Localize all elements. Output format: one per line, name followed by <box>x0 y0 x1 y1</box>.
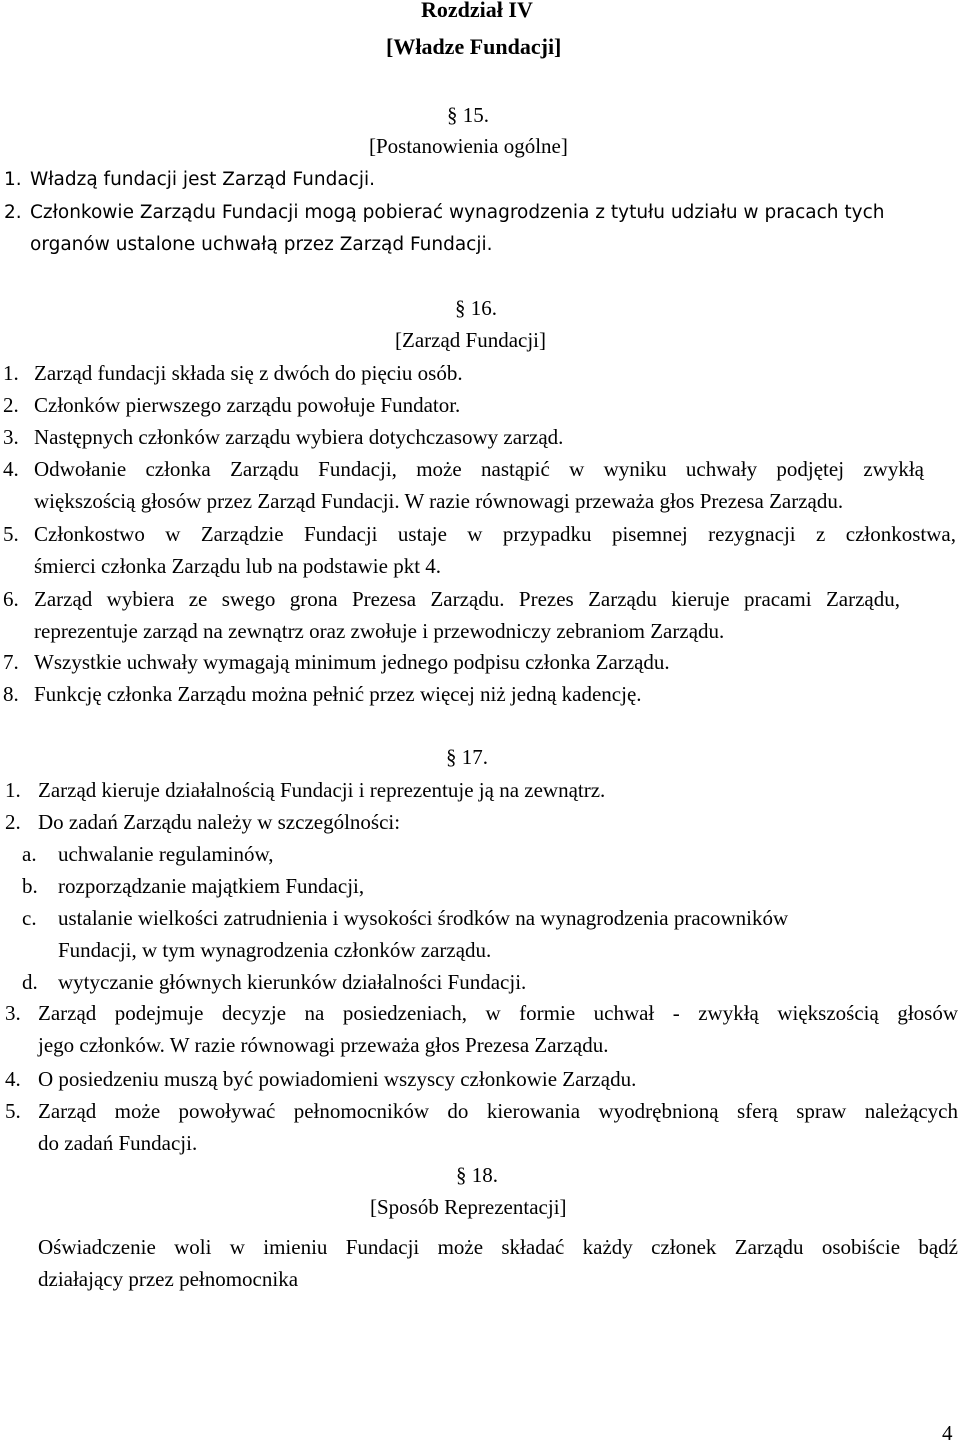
chapter-title: Rozdział IV <box>421 0 533 22</box>
list-item-text: Zarząd wybiera ze swego grona Prezesa Zarządu. Prezes Zarządu kieruje pracami Zarządu, <box>34 587 900 611</box>
section-title: [Sposób Reprezentacji] <box>370 1195 567 1219</box>
section-number: § 16. <box>455 296 497 320</box>
section-number: § 15. <box>447 103 489 127</box>
list-item-text: jego członków. W razie równowagi przeważa głos Prezesa Zarządu. <box>38 1033 609 1057</box>
sub-item-text: ustalanie wielkości zatrudnienia i wysokości środków na wynagrodzenia pracowników <box>58 906 789 930</box>
page-number: 4 <box>942 1421 953 1445</box>
sub-item-text: wytyczanie głównych kierunków działalności Fundacji. <box>58 970 527 994</box>
list-item-text: Członkostwo w Zarządzie Fundacji ustaje w przypadku pisemnej rezygnacji z członkostwa, <box>34 522 956 546</box>
list-item-text: większością głosów przez Zarząd Fundacji. W razie równowagi przeważa głos Prezesa Zarządu. <box>34 489 844 513</box>
list-item-text: Władzą fundacji jest Zarząd Fundacji. <box>30 169 376 190</box>
list-item-text: Zarząd podejmuje decyzje na posiedzeniach, w formie uchwał - zwykłą większością głosów <box>38 1001 958 1025</box>
list-item-text: Funkcję członka Zarządu można pełnić przez więcej niż jedną kadencję. <box>34 682 642 706</box>
list-item-text: Zarząd kieruje działalnością Fundacji i reprezentuje ją na zewnątrz. <box>38 778 606 802</box>
section-number: § 18. <box>456 1163 498 1187</box>
sub-item-text: uchwalanie regulaminów, <box>58 842 274 866</box>
list-item-text: Następnych członków zarządu wybiera dotychczasowy zarząd. <box>34 425 564 449</box>
sub-item-letter: b. <box>22 874 38 898</box>
list-item-number: 2. <box>4 202 22 223</box>
list-item-text: Członków pierwszego zarządu powołuje Fundator. <box>34 393 461 417</box>
section-title: [Zarząd Fundacji] <box>395 328 547 352</box>
list-item-text: Zarząd fundacji składa się z dwóch do pięciu osób. <box>34 361 463 385</box>
sub-item-text: Fundacji, w tym wynagrodzenia członków zarządu. <box>58 938 492 962</box>
list-item-number: 1. <box>4 169 22 190</box>
paragraph-text: Oświadczenie woli w imieniu Fundacji może składać każdy członek Zarządu osobiście bądź <box>38 1235 958 1259</box>
chapter-subtitle: [Władze Fundacji] <box>386 34 562 59</box>
list-item-number: 8. <box>3 682 19 706</box>
section-title: [Postanowienia ogólne] <box>369 134 568 158</box>
sub-item-letter: d. <box>22 970 38 994</box>
list-item-text: śmierci członka Zarządu lub na podstawie pkt 4. <box>34 554 442 578</box>
list-item-text: Zarząd może powoływać pełnomocników do kierowania wyodrębnioną sferą spraw należących <box>38 1099 958 1123</box>
sub-item-letter: a. <box>22 842 37 866</box>
sub-item-text: rozporządzanie majątkiem Fundacji, <box>58 874 365 898</box>
list-item-number: 2. <box>3 393 19 417</box>
list-item-number: 5. <box>3 522 19 546</box>
list-item-text: Do zadań Zarządu należy w szczególności: <box>38 810 401 834</box>
list-item-number: 7. <box>3 650 19 674</box>
list-item-text: do zadań Fundacji. <box>38 1131 198 1155</box>
list-item-text: organów ustalone uchwałą przez Zarząd Fundacji. <box>30 234 493 255</box>
list-item-number: 6. <box>3 587 19 611</box>
list-item-number: 1. <box>3 361 19 385</box>
list-item-text: Odwołanie członka Zarządu Fundacji, może nastąpić w wyniku uchwały podjętej zwykłą <box>34 457 924 481</box>
list-item-text: Członkowie Zarządu Fundacji mogą pobierać wynagrodzenia z tytułu udziału w pracach tych <box>30 202 885 223</box>
list-item-text: O posiedzeniu muszą być powiadomieni wszyscy członkowie Zarządu. <box>38 1067 637 1091</box>
list-item-number: 4. <box>5 1067 21 1091</box>
sub-item-letter: c. <box>22 906 37 930</box>
list-item-text: Wszystkie uchwały wymagają minimum jednego podpisu członka Zarządu. <box>34 650 670 674</box>
list-item-number: 2. <box>5 810 21 834</box>
list-item-number: 4. <box>3 457 19 481</box>
list-item-text: reprezentuje zarząd na zewnątrz oraz zwołuje i przewodniczy zebraniom Zarządu. <box>34 619 725 643</box>
paragraph-text: działający przez pełnomocnika <box>38 1267 299 1291</box>
list-item-number: 3. <box>3 425 19 449</box>
list-item-number: 1. <box>5 778 21 802</box>
list-item-number: 3. <box>5 1001 21 1025</box>
list-item-number: 5. <box>5 1099 21 1123</box>
section-number: § 17. <box>446 745 488 769</box>
